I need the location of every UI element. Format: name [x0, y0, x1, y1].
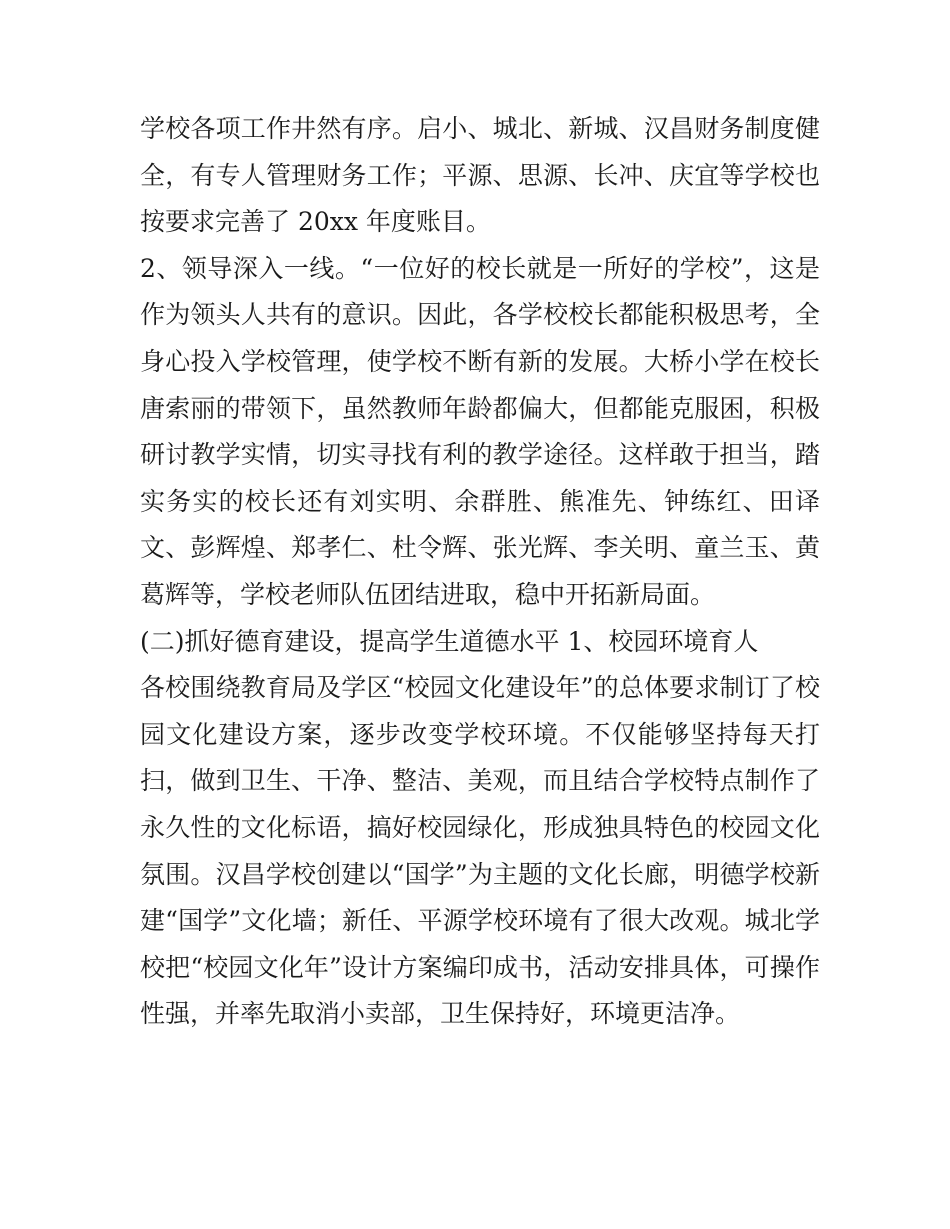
text-line: 建“国学”文化墙；新任、平源学校环境有了很大改观。城北学 — [140, 906, 820, 936]
section-heading: (二)抓好德育建设，提高学生道德水平 1、校园环境育人 — [140, 626, 759, 656]
document-body — [140, 106, 820, 1038]
text-line: 园文化建设方案，逐步改变学校环境。不仅能够坚持每天打 — [140, 719, 820, 749]
text-line: 学校各项工作井然有序。启小、城北、新城、汉昌财务制度健 — [140, 114, 820, 143]
text-line: 全，有专人管理财务工作；平源、思源、长冲、庆宜等学校也 — [140, 160, 820, 190]
text-line: 2、领导深入一线。“一位好的校长就是一所好的学校”，这是 — [140, 253, 820, 283]
text-line: 永久性的文化标语，搞好校园绿化，形成独具特色的校园文化 — [140, 812, 820, 842]
text-line: 扫，做到卫生、干净、整洁、美观，而且结合学校特点制作了 — [140, 766, 820, 796]
text-line: 作为领头人共有的意识。因此，各学校校长都能积极思考，全 — [140, 300, 820, 330]
text-line: 校把“校园文化年”设计方案编印成书，活动安排具体，可操作 — [140, 952, 820, 982]
text-line: 文、彭辉煌、郑孝仁、杜令辉、张光辉、李关明、童兰玉、黄 — [140, 533, 820, 563]
text-line: 葛辉等，学校老师队伍团结进取，稳中开拓新局面。 — [140, 579, 716, 609]
text-line: 研讨教学实情，切实寻找有利的教学途径。这样敢于担当，踏 — [140, 440, 820, 470]
text-line: 性强，并率先取消小卖部，卫生保持好，环境更洁净。 — [140, 999, 741, 1029]
text-line: 实务实的校长还有刘实明、余群胜、熊准先、钟练红、田译 — [140, 486, 820, 516]
text-line: 氛围。汉昌学校创建以“国学”为主题的文化长廊，明德学校新 — [140, 859, 820, 889]
text-line: 按要求完善了 20xx 年度账目。 — [140, 207, 491, 237]
text-line: 唐索丽的带领下，虽然教师年龄都偏大，但都能克服困，积极 — [140, 393, 820, 423]
text-line: 身心投入学校管理，使学校不断有新的发展。大桥小学在校长 — [140, 346, 820, 376]
text-line: 各校围绕教育局及学区“校园文化建设年”的总体要求制订了校 — [140, 673, 820, 703]
